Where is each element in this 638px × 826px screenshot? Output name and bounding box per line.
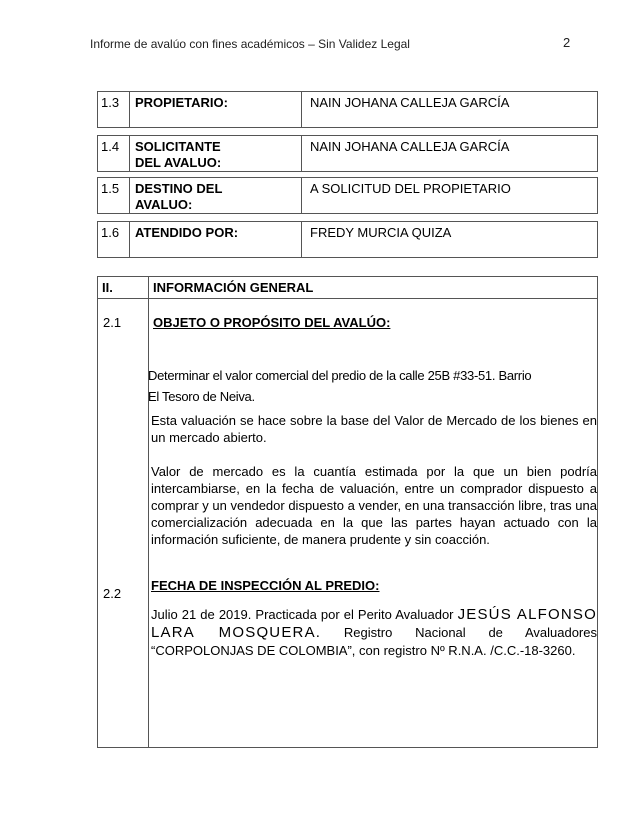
appraiser-name: JESÚS ALFONSO LARA MOSQUERA. <box>151 606 597 641</box>
inspection-text: Julio 21 de 2019. Practicada por el Perito Avaluador <box>151 607 458 622</box>
info-row-destino <box>97 177 598 214</box>
item-number-2-1: 2.1 <box>103 315 122 330</box>
row-label: PROPIETARIO: <box>130 92 302 127</box>
page-number: 2 <box>563 35 571 50</box>
row-label-line: SOLICITANTE <box>135 139 221 154</box>
paragraph-line: El Tesoro de Neiva. <box>148 389 255 404</box>
registry-text: Registro Nacional de Avaluadores “CORPOLONJAS DE COLOMBIA”, con registro Nº R.N.A. /C.C.-18-3260. <box>151 625 597 658</box>
section-title: INFORMACIÓN GENERAL <box>153 280 314 295</box>
item-heading-fecha: FECHA DE INSPECCIÓN AL PREDIO: <box>151 578 380 593</box>
header-divider <box>98 298 597 299</box>
row-number: 1.6 <box>98 222 130 257</box>
row-number: 1.4 <box>98 136 130 171</box>
column-divider <box>148 277 149 747</box>
row-value: FREDY MURCIA QUIZA <box>310 225 452 240</box>
row-value: A SOLICITUD DEL PROPIETARIO <box>310 181 511 196</box>
row-label: ATENDIDO POR: <box>130 222 302 257</box>
row-label-line: AVALUO: <box>135 197 193 212</box>
paragraph-determinar <box>148 365 598 407</box>
row-value: NAIN JOHANA CALLEJA GARCÍA <box>310 95 510 110</box>
item-heading-objeto: OBJETO O PROPÓSITO DEL AVALÚO: <box>153 315 391 330</box>
page-header-title: Informe de avalúo con fines académicos – Sin Validez Legal <box>90 37 410 51</box>
paragraph-valuacion: Esta valuación se hace sobre la base del Valor de Mercado de los bienes en un mercado abierto. <box>151 413 597 445</box>
section-number: II. <box>102 280 113 295</box>
row-label <box>130 178 302 213</box>
row-label-line: DEL AVALUO: <box>135 155 222 170</box>
paragraph-inspeccion <box>151 606 597 660</box>
item-number-2-2: 2.2 <box>103 586 122 601</box>
row-label <box>130 136 302 171</box>
row-value: NAIN JOHANA CALLEJA GARCÍA <box>310 139 510 154</box>
info-row-solicitante <box>97 135 598 172</box>
info-row-propietario <box>97 91 598 128</box>
info-row-atendido <box>97 221 598 258</box>
paragraph-valor-mercado: Valor de mercado es la cuantía estimada por la que un bien podría intercambiarse, en la fecha de valuación, entre un comprador dispuesto a comprar y un vendedor dispuesto a vender, en una transacción libre, tras una comercialización adecuada en la que las partes hayan actuado con la información suficiente, de manera prudente y sin coacción. <box>151 464 597 547</box>
row-label-line: DESTINO DEL <box>135 181 223 196</box>
paragraph-line: Determinar el valor comercial del predio de la calle 25B #33-51. Barrio <box>148 368 532 383</box>
row-number: 1.3 <box>98 92 130 127</box>
row-number: 1.5 <box>98 178 130 213</box>
